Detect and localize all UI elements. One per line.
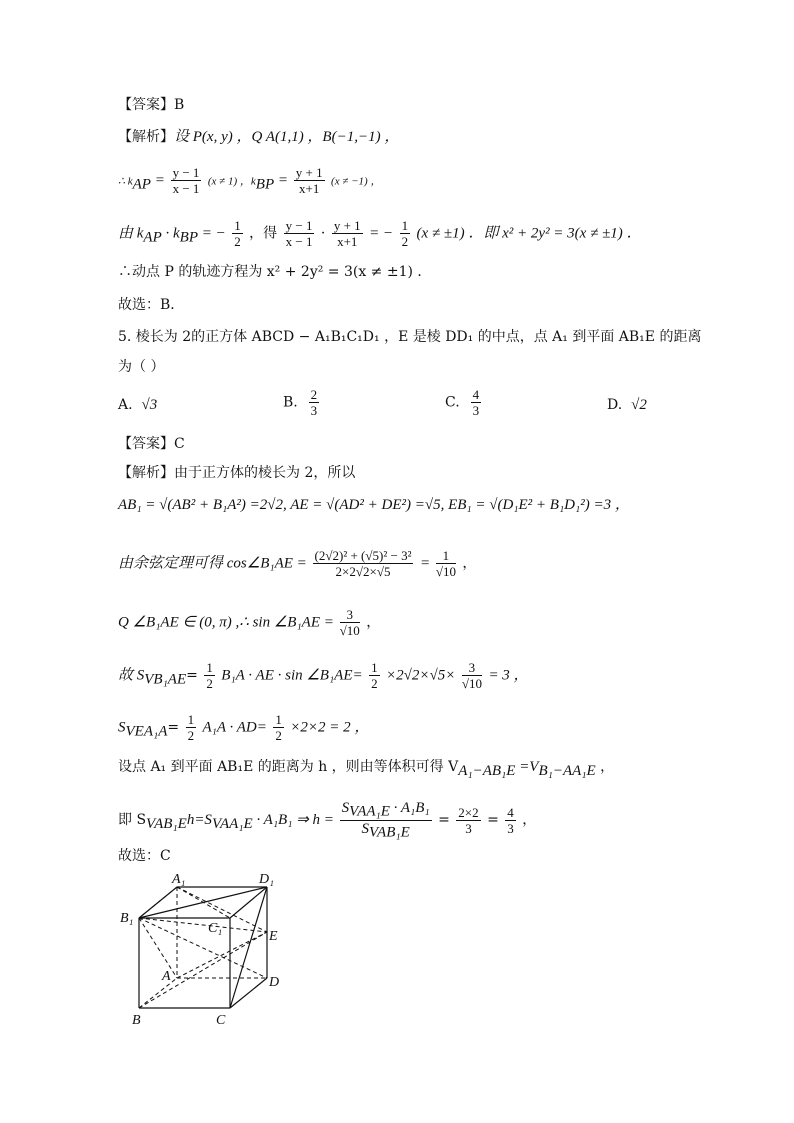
analysis-q5-line1: 【解析】由于正方体的棱长为 2，所以 — [118, 465, 356, 481]
label-E: E — [269, 929, 278, 944]
fraction: $\frac{4}{3}$ — [507, 804, 514, 836]
fraction: $\frac{1}{2}$ — [275, 712, 282, 743]
label-A: A — [162, 969, 171, 984]
line-B1E — [139, 918, 267, 932]
option-d: D. √2 — [607, 397, 647, 413]
line-A1C1 — [177, 887, 230, 918]
analysis-q5-line2: AB₁ = √(AB² + B₁A²) =2√2, AE = √(AD² + DE²) =√5, EB₁ = √(D₁E² + B₁D₁²) =3 ， — [118, 497, 630, 513]
analysis-q4-line4: ∴动点 P 的轨迹方程为 x² + 2y² = 3(x ≠ ±1) ． — [118, 264, 432, 280]
analysis-q5-line6: $S_{VEA_1A}=$ $\frac{1}{2}$ A₁A · AD= $\frac{1}{2}$ ×2×2 = 2 ， — [118, 712, 370, 743]
fraction: $\frac{3}{√10}$ — [339, 607, 360, 638]
answer-q5: 【答案】C — [118, 436, 185, 452]
label-C: C — [216, 1013, 226, 1028]
label-D: D — [269, 975, 280, 990]
fraction: $\frac{\text{(2√2)² + (√5)² − 3²}}{2\times 2√2\times√5}$ — [314, 548, 412, 579]
fraction: $\frac{1}{2}$ — [234, 218, 241, 249]
option-a: A. √3 — [118, 397, 158, 413]
label-B: B — [132, 1013, 141, 1028]
analysis-q5-line8: 即 $S_{VAB_1E}h=S_{VAA_1E} \cdot A_1B_1$ ⇒ h = $\frac{S_{VAA_1E} \cdot A_1B_1}{S_{VAB_1E}}$ = $\frac{2\times 2}{3}$ = $\frac{4}{3}$ ， — [118, 800, 537, 841]
fraction: $\frac{y + 1}{x+1}$ — [295, 165, 323, 196]
fraction: $\frac{y + 1}{x+1}$ — [333, 218, 361, 249]
cube-figure — [110, 870, 290, 1030]
edge-BA — [139, 978, 177, 1008]
analysis-q4-line1: 【解析】设 P(x, y) ，Q A(1,1) ，B(−1,−1) ， — [118, 129, 400, 145]
fraction: $\frac{1}{2}$ — [187, 712, 195, 743]
option-b: B. $\frac{2}{3}$ — [283, 387, 318, 418]
label-A1: A₁ — [172, 872, 186, 887]
analysis-q5-line4: Q ∠B₁AE ∈ (0, π) ,∴ sin ∠B₁AE = $\frac{3}{√10}$ ， — [118, 607, 381, 638]
question-5-stem-cont: 为（ ） — [118, 359, 165, 375]
option-c: C. $\frac{4}{3}$ — [445, 387, 480, 418]
fraction: $\frac{1}{2}$ — [371, 660, 378, 691]
fraction: $\frac{1}{2}$ — [401, 218, 409, 249]
conclusion-q4: 故选：B． — [118, 297, 185, 313]
fraction: $\frac{y - 1}{x - 1}$ — [172, 165, 200, 196]
fraction: $\frac{1}{√10}$ — [435, 548, 456, 579]
answer-q4: 【答案】B — [118, 97, 185, 113]
fraction: $\frac{3}{√10}$ — [461, 660, 482, 691]
analysis-q4-line3: 由 $k_{AP} \cdot k_{BP}$ = − $\frac{1}{2}$ ，得 $\frac{y - 1}{x - 1}$ · $\frac{y + 1}{x+1}$ = − $\frac{1}{2}$ (x ≠ ±1) ．即 x² + 2y² = 3(x ≠ ±1) ． — [118, 218, 642, 249]
fraction: $\frac{y - 1}{x - 1}$ — [285, 218, 313, 249]
analysis-q4-line2: ∴ $k_{AP}$ = $\frac{y - 1}{x - 1}$ (x ≠ 1) ，$k_{BP}$ = $\frac{y + 1}{x+1}$ (x ≠ −1) ， — [118, 165, 382, 196]
question-5-stem: 5. 棱长为 2的正方体 ABCD − A₁B₁C₁D₁ ，E 是棱 DD₁ 的中点，点 A₁ 到平面 AB₁E 的距离 — [118, 329, 702, 345]
fraction: $\frac{1}{2}$ — [206, 660, 213, 691]
label-D1: D₁ — [259, 872, 274, 887]
line-AE — [177, 932, 267, 978]
analysis-q5-line5: 故 $S_{VB_1AE}=$ $\frac{1}{2}$ B₁A · AE · sin ∠B₁AE= $\frac{1}{2}$ ×2√2×√5× $\frac{3}{√10}$ = 3 ， — [118, 660, 529, 691]
edge-CD — [230, 978, 267, 1008]
analysis-q5-line7: 设点 A₁ 到平面 AB₁E 的距离为 h ，则由等体积可得 $V_{A_1-AB_1E} =V_{B_1-AA_1E}$ ， — [118, 759, 615, 779]
label-B1: B₁ — [120, 911, 134, 926]
line-CD1 — [230, 887, 267, 1008]
label-C1: C₁ — [208, 921, 223, 936]
line-BE — [139, 932, 267, 1008]
analysis-q5-line3: 由余弦定理可得 cos∠B₁AE = $\frac{\text{(2√2)² + (√5)² − 3²}}{2\times 2√2\times√5}$ = $\frac{1}{√10}$ ， — [118, 548, 477, 579]
fraction: $\frac{2\times 2}{3}$ — [458, 804, 479, 836]
conclusion-q5: 故选：C — [118, 848, 171, 864]
fraction: $\frac{S_{VAA_1E} \cdot A_1B_1}{S_{VAB_1E}}$ — [341, 800, 430, 841]
